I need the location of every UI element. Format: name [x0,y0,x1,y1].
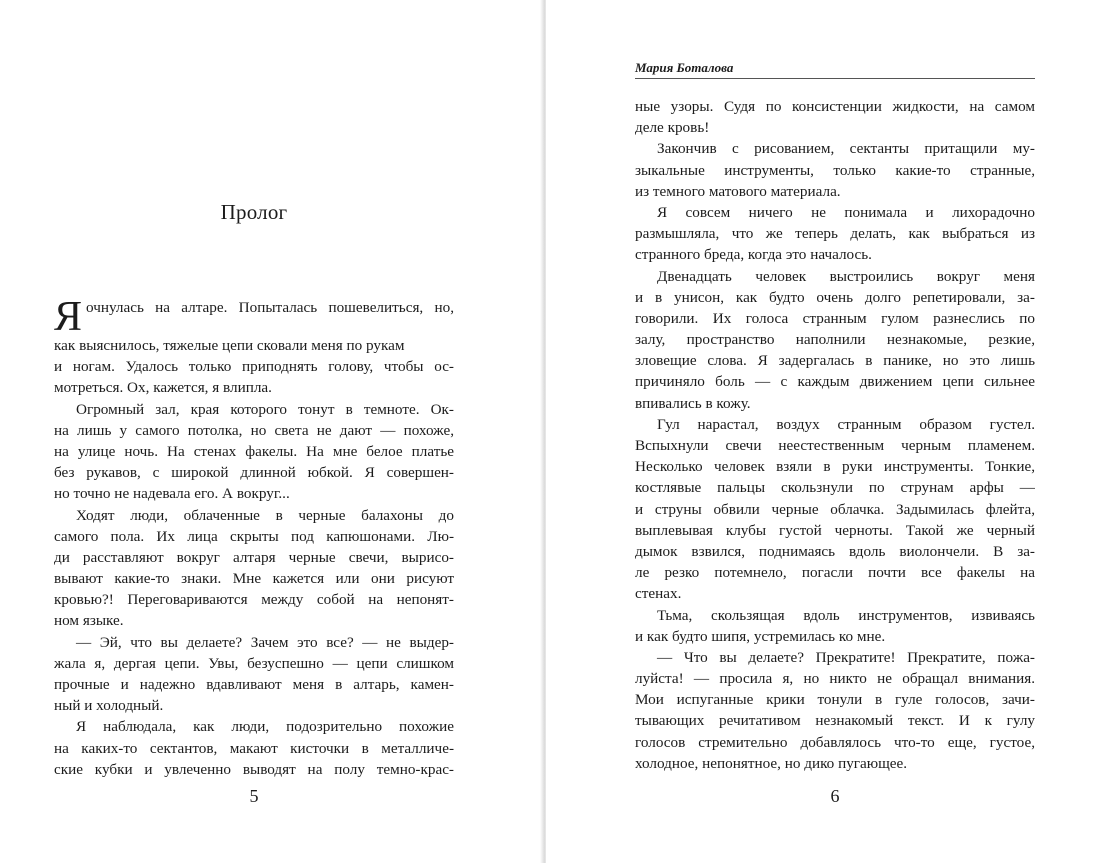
text-line: кровью?! Переговариваются между собой на непонят- [54,591,454,609]
text-line: Закончив с рисованием, сектанты притащили му- [657,140,1035,158]
text-line: зыкальные инструменты, только какие-то странные, [635,161,1035,179]
text-line: ди расставляют вокруг алтаря черные свечи, вырисо- [54,548,454,566]
text-line [54,297,454,335]
text-line: из темного матового материала. [635,182,841,200]
text-line: ле резко потемнело, погасли почти все факелы на [635,564,1035,582]
text-line: Гул нарастал, воздух странным образом густел. [657,415,1035,433]
chapter-title: Пролог [220,200,288,224]
page-number-right: 6 [830,786,840,806]
text-line: — Эй, что вы делаете? Зачем это все? — не выдер- [76,633,454,651]
text-line: Я совсем ничего не понимала и лихорадочно [657,203,1035,221]
text-line: без рукавов, с широкой длинной юбкой. Я совершен- [54,464,454,482]
text-line: дымок взвился, поднимаясь вдоль виолончели. В за- [635,542,1035,560]
text-line: ный и холодный. [54,697,164,715]
right-page [546,0,1093,863]
left-page-text [54,297,454,780]
text-line: — Что вы делаете? Прекратите! Прекратите, пожа- [657,648,1035,666]
text-line: Двенадцать человек выстроились вокруг меня [657,267,1035,285]
text-line: размышляла, что же теперь делать, как выбраться из [635,225,1035,243]
text-line: Я наблюдала, как люди, подозрительно похожие [76,718,454,736]
text-line: ские кубки и увлеченно выводят на полу темно-крас- [54,760,454,778]
text-line: но точно не надевала его. А вокруг... [54,485,290,503]
right-page-text [635,96,1035,774]
first-line-text: очнулась на алтаре. Попыталась пошевелиться, но, [86,299,454,316]
text-line: на каких-то сектантов, макают кисточки в металличе- [54,739,454,757]
text-line: Тьма, скользящая вдоль инструментов, извиваясь [657,606,1035,624]
text-line: луйста! — просила я, но никто не обращал внимания. [635,670,1035,688]
text-line: жала я, дергая цепи. Увы, безуспешно — цепи слишком [54,654,454,672]
text-line: зловещие слова. Я задергалась в панике, но это лишь [635,352,1035,370]
running-header: Мария Боталова [635,60,1035,79]
text-line: выплевывая клубы густой черноты. Такой же черный [635,521,1035,539]
text-line: голосов стремительно добавлялось что-то еще, густое, [635,733,1035,751]
text-line: холодное, непонятное, но дико пугающее. [635,754,908,772]
text-line: Вспыхнули свечи неестественным черным пламенем. [635,437,1035,454]
text-line: на улице ночь. На стенах факелы. На мне белое платье [54,442,454,460]
text-line: ные узоры. Судя по консистенции жидкости, на самом [635,98,1035,115]
left-page [0,0,544,863]
text-line: Мои испуганные крики тонули в гуле голосов, зачи- [635,691,1035,709]
text-line: и струны обвили черные облачка. Задымилась флейта, [635,500,1035,518]
text-line: и ногам. Удалось только приподнять голову, чтобы ос- [54,358,454,376]
text-line: на лишь у самого потолка, но света не дают — похоже, [54,421,454,439]
page-number-left: 5 [249,786,259,806]
text-line: тывающих речитативом незнакомый текст. И к гулу [635,712,1035,730]
text-line: и в унисон, как будто очень долго репетировали, за- [635,288,1035,306]
text-line: деле кровь! [635,119,710,137]
text-line: как выяснилось, тяжелые цепи сковали меня по рукам [54,337,405,354]
text-line: залу, пространство наполнили незнакомые, резкие, [635,331,1035,349]
text-line: странного бреда, когда это началось. [635,246,872,264]
text-line: и как будто шипя, устремилась ко мне. [635,627,886,645]
text-line: Несколько человек взяли в руки инструменты. Тонкие, [635,458,1035,476]
text-line: причиняло боль — с каждым движением цепи сильнее [635,373,1035,391]
text-line: Ходят люди, облаченные в черные балахоны до [76,506,454,524]
text-line: говорили. Их голоса странным гулом разнеслись по [635,309,1035,327]
text-line: прочные и надежно вдавливают меня в алтарь, камен- [54,676,454,693]
text-line: костлявые пальцы скользнули по струнам арфы — [635,479,1035,497]
text-line: ном языке. [54,612,124,630]
text-line: самого пола. Их лица скрыты под капюшонами. Лю- [54,527,454,545]
text-line: стенах. [635,585,682,603]
text-line: Огромный зал, края которого тонут в темноте. Ок- [76,400,454,418]
text-line: мотреться. Ох, кажется, я влипла. [54,379,272,397]
drop-cap: Я [54,297,83,335]
text-line: вывают какие-то знаки. Мне кажется или они рисуют [54,570,454,588]
text-line: впивались в кожу. [635,394,751,412]
